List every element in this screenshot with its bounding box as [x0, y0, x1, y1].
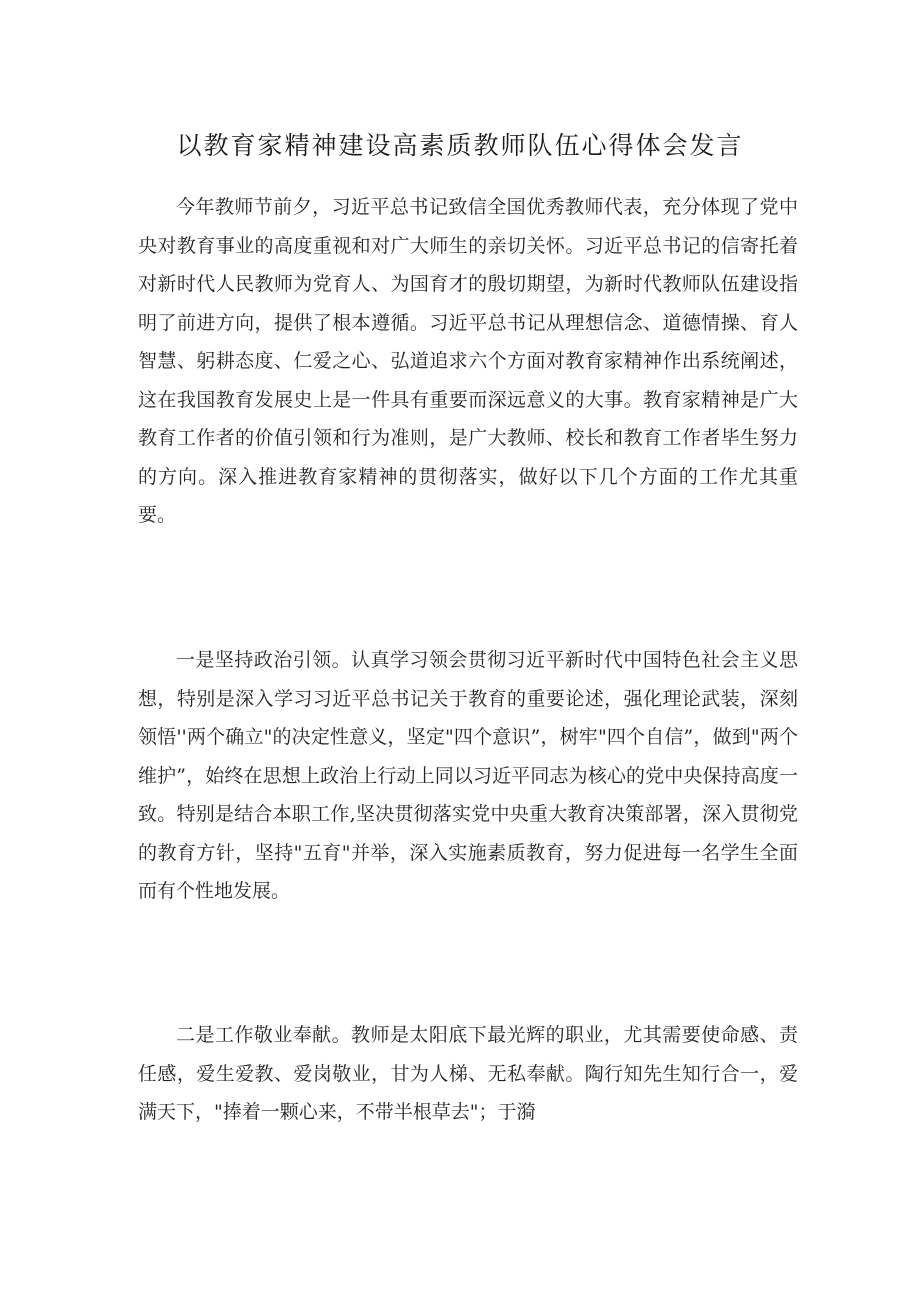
document-title: 以教育家精神建设高素质教师队伍心得体会发言: [176, 131, 744, 160]
paragraph-political-guidance: 一是坚持政治引领。认真学习领会贯彻习近平新时代中国特色社会主义思想，特别是深入学习习近平总书记关于教育的重要论述，强化理论武装，深刻领悟''两个确立"的决定性意义，坚定"四个意识”，树牢"四个自信”，做到"两个维护”，始终在思想上政治上行动上同以习近平同志为核心的党中央保持高度一致。特别是结合本职工作,坚决贯彻落实党中央重大教育决策部署，深入贯彻党的教育方针，坚持"五育"并举，深入实施素质教育，努力促进每一名学生全面而有个性地发展。: [138, 649, 798, 902]
paragraph-intro: 今年教师节前夕，习近平总书记致信全国优秀教师代表，充分体现了党中央对教育事业的高度重视和对广大师生的亲切关怀。习近平总书记的信寄托着对新时代人民教师为党育人、为国育才的殷切期望，为新时代教师队伍建设指明了前进方向，提供了根本遵循。习近平总书记从理想信念、道德情操、育人智慧、躬耕态度、仁爱之心、弘道追求六个方面对教育家精神作出系统阐述，这在我国教育发展史上是一件具有重要而深远意义的大事。教育家精神是广大教育工作者的价值引领和行为准则，是广大教师、校长和教育工作者毕生努力的方向。深入推进教育家精神的贯彻落实，做好以下几个方面的工作尤其重要。: [138, 196, 798, 526]
paragraph-dedication: 二是工作敬业奉献。教师是太阳底下最光辉的职业，尤其需要使命感、责任感，爱生爱教、爱岗敬业，甘为人梯、无私奉献。陶行知先生知行合一，爱满天下，"捧着一颗心来，不带半根草去"；于漪: [138, 1024, 798, 1123]
